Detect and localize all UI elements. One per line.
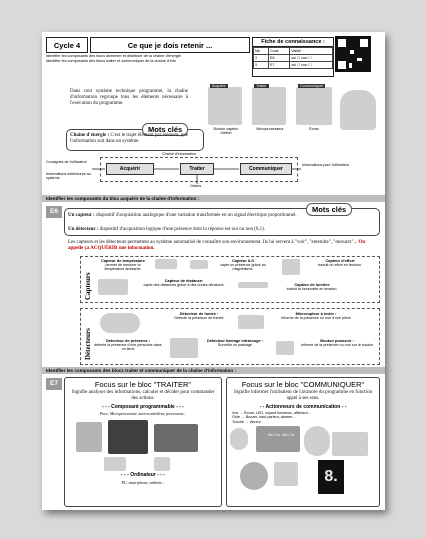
led-image (274, 462, 298, 486)
detecteur-term: Un détecteur : (68, 227, 99, 232)
lcd-module-image (256, 426, 300, 452)
detecteur-definition (68, 227, 374, 233)
section-traiter-communiquer-title: Identifier les composants des blocs traiter et communiquer de la chaîne d'information : (42, 367, 385, 374)
block-acquerir: Acquérir (106, 163, 154, 175)
photo-caption-1: Bouton capteur d'effort (213, 127, 239, 136)
detecteur-desc: Surveille un passage (217, 343, 253, 347)
fiche-row-valide: oui ☐ non ☐ (290, 55, 333, 62)
capteur-desc: capte des distances grâce à des ondes ultrasons. (143, 283, 225, 287)
capteur-item (142, 278, 226, 287)
actionneur-line: Ouïe → Buzzer, haut-parleur, alarme... (232, 415, 296, 420)
capteur-title: Capteur de distance: (164, 278, 204, 283)
capteur-title: Capteur de lumière (294, 282, 330, 287)
detecteur-title: Détecteur de fumée : (179, 311, 219, 316)
capteurs-label: Capteurs (84, 272, 92, 300)
capteur-title: Capteur ILS (232, 258, 254, 263)
detecteurs-label: Détecteurs (84, 328, 92, 360)
fiche-row-code: E7 (269, 62, 290, 69)
actionneur-line: Vue → Écran, LED, voyant lumineux, afficheur... (232, 411, 311, 415)
programmable-list: Puce, Microprocesseur, microcontrôleur, processeur... (99, 411, 187, 416)
chain-input-2: Informations extérieures au système (46, 172, 91, 181)
capteur-term: Un capteur : (68, 213, 95, 218)
acquerir-paragraph (68, 240, 378, 252)
chain-output: Informations pour l'utilisateur (302, 163, 350, 167)
detecteur-item (166, 311, 232, 320)
fiche-row-niv: 3 (254, 62, 269, 69)
board-image (154, 424, 198, 452)
speaker-image (304, 426, 330, 456)
laptop-image (104, 457, 126, 471)
fiche-col-code: Code (269, 48, 290, 55)
detecteur-desc: détecte la présence d'une personne dans un lieux (94, 343, 162, 352)
detecteur-desc: Informe de la présence ou non sur le bouton (300, 343, 374, 347)
ils-sensor-image (190, 260, 208, 269)
intro-paragraph: Dans tout système technique programmé, la chaîne d'information regroupe tous les éléments nécessaire à l'exécution du programme. (70, 89, 188, 106)
smoke-detector-image (100, 313, 140, 333)
ordinateur-heading: - - - Ordinateur - - - (121, 472, 165, 478)
detecteur-title: Bouton poussoir : (320, 338, 354, 343)
chip-image (76, 422, 102, 452)
fiche-row-niv: 3 (254, 55, 269, 62)
actionneurs-heading: - - Actionneurs de communication - - (259, 404, 347, 410)
chaine-def: C'est le trajet élément par élément, que l'information suit dans un système. (70, 133, 189, 144)
actionneur-line: Touché → vibreur (232, 419, 261, 424)
block-traiter: Traiter (180, 163, 214, 175)
capteur-item (304, 258, 376, 267)
worksheet-page (42, 32, 385, 510)
detecteur-desc: Informe de la présence ou non d'une pièce (281, 316, 351, 320)
code-e7-badge: E7 (46, 378, 62, 390)
detecteur-item (270, 311, 362, 320)
oui-checkbox[interactable]: oui (291, 63, 297, 67)
non-checkbox[interactable]: non (301, 63, 308, 67)
capteur-definition (68, 213, 374, 219)
microcontroller-image (108, 420, 148, 454)
page-title: Ce que je dois retenir ... (90, 37, 250, 53)
tablet-image (154, 457, 170, 471)
chain-arrows (42, 32, 385, 192)
detecteur-item (94, 338, 162, 352)
detecteur-title: Détecteur de présence : (105, 338, 151, 343)
capteur-item (96, 258, 150, 272)
actionneurs-list (232, 411, 376, 424)
mots-cles-badge-2: Mots clés (306, 203, 352, 216)
photo-label-acquerir: Acquérir (212, 84, 226, 88)
detecteur-item (298, 338, 376, 347)
microswitch-image (238, 315, 264, 329)
led-strip-image (332, 432, 368, 456)
capteur-desc: traduit la luminosité en tension. (286, 287, 338, 291)
capteur-item (214, 258, 272, 272)
code-e6-badge: E6 (46, 206, 62, 218)
push-button-image (276, 341, 294, 355)
buzzer-image (230, 428, 248, 450)
detecteur-title: Détecteur barrage infrarouge : (207, 338, 263, 343)
objective-2: Identifier les composants des blocs traiter et communiquer de la chaîne d'info (46, 59, 176, 63)
oui-checkbox[interactable]: oui (291, 56, 297, 60)
acquerir-text: Les capteurs et les détecteurs permettent au système automatisé de connaître son environnement. Ils lui servent à "voir", "entendre", "mesurer"... (68, 240, 358, 245)
detecteur-title: Microrupteur à levier : (295, 311, 337, 316)
acquerir-highlight: On appelle ça ACQUÉRIR une information. (68, 240, 366, 251)
fiche-col-niv: Niv (254, 48, 269, 55)
programmable-heading: - - - Composant programmable - - - (102, 404, 184, 410)
traiter-heading: Focus sur le bloc "TRAITER" (94, 380, 192, 389)
chain-input-1: Consignes de l'utilisateur (46, 160, 87, 164)
cycle-label: Cycle 4 (46, 37, 88, 53)
detecteur-def: dispositif d'acquisition logique d'une présence dont la réponse est oui ou non (0,1). (99, 227, 266, 232)
temperature-sensor-image (155, 259, 177, 269)
chaine-term: Chaîne d'énergie : (70, 133, 110, 138)
traiter-desc: Signifie analyser des informations, calculer et décider pour commander des actions. (71, 390, 215, 401)
capteur-desc: traduit un effort en tension. (318, 263, 362, 267)
mots-cles-badge: Mots clés (142, 123, 188, 136)
detecteur-desc: Détecte la présence de fumée (174, 316, 224, 320)
capteur-title: Capteur de température (101, 258, 145, 263)
capteur-item (274, 282, 350, 291)
capteur-title: Capteur d'effort (325, 258, 355, 263)
capteur-def: dispositif d'acquisition analogique d'une variation transformée en un signal électrique proportionnel. (96, 213, 297, 218)
fiche-row-code: E6 (269, 55, 290, 62)
section-acquerir-title: Identifier les composants du bloc acquérir de la chaîne d'information : (42, 195, 385, 202)
photo-caption-3: Écran (309, 127, 319, 131)
fiche-col-valide: Validé : (290, 48, 333, 55)
light-sensor-image (238, 282, 268, 288)
chain-diagram-title: Chaîne d'information (162, 152, 196, 156)
photo-label-communiquer: Communiquer (300, 84, 324, 88)
capteur-desc: permet de mesurer la température ambiante. (104, 263, 142, 272)
vibrator-image (240, 462, 268, 490)
communiquer-heading: Focus sur le bloc "COMMUNIQUER" (241, 380, 365, 389)
seven-segment-display: 8. (318, 460, 344, 494)
lcd-screen-text: Hello World (268, 434, 295, 438)
distance-sensor-image (98, 279, 128, 295)
photo-label-traiter: Traiter (256, 84, 267, 88)
chain-ordres-label: Ordres (190, 184, 202, 188)
objective-1: Identifier les composants des blocs alimenter et distribuer de la chaîne d'énergie (46, 54, 181, 58)
communiquer-desc: Signifie informer l'utilisateur de l'avancée du programme en fonction appel à ses sens. (233, 390, 373, 401)
non-checkbox[interactable]: non (301, 56, 308, 60)
fiche-row-valide: oui ☐ non ☐ (290, 62, 333, 69)
block-communiquer: Communiquer (240, 163, 292, 175)
ordinateur-list: PC, smartphone, tablette... (121, 480, 165, 485)
photo-caption-2: Microprocesseur (256, 127, 284, 131)
detecteur-item (202, 338, 268, 347)
fiche-title: Fiche de connaissance : (253, 38, 333, 47)
force-sensor-image (282, 259, 300, 275)
infrared-barrier-image (170, 338, 198, 358)
capteur-desc: capte un présence grâce au magnétisme. (220, 263, 266, 272)
